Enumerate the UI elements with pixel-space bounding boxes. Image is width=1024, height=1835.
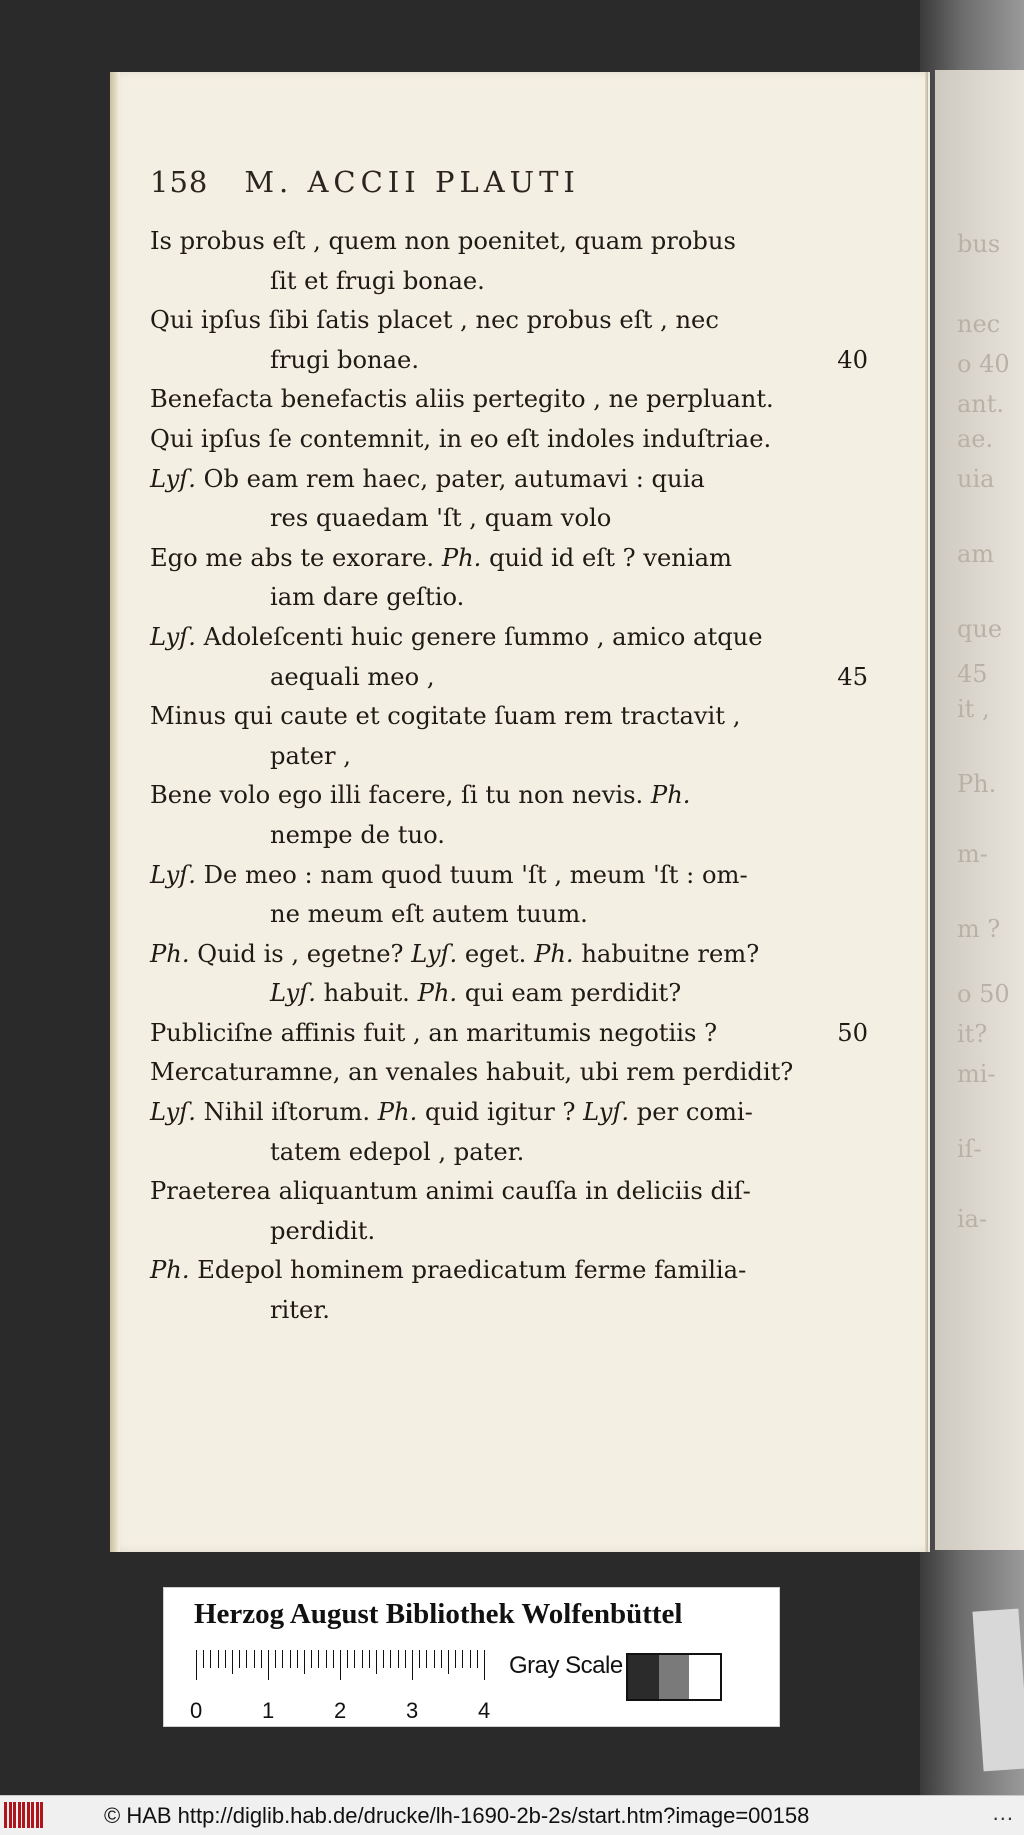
ruler-tick bbox=[441, 1650, 442, 1668]
text-line bbox=[150, 1053, 870, 1093]
ruler-tick bbox=[362, 1650, 363, 1668]
line-text: eget. bbox=[464, 939, 527, 968]
text-line bbox=[150, 1291, 870, 1331]
line-text: habuit. bbox=[323, 979, 410, 1008]
text-line bbox=[150, 658, 870, 698]
line-text: res quaedam 'ſt , quam volo bbox=[270, 504, 612, 533]
ruler-number: 0 bbox=[190, 1698, 203, 1723]
bleed-through-text: m- bbox=[957, 840, 988, 868]
gray-swatch bbox=[628, 1655, 659, 1699]
line-text: Praeterea aliquantum animi cauſſa in deliciis diſ- bbox=[150, 1177, 751, 1206]
ruler-tick bbox=[225, 1650, 226, 1668]
hab-logo-icon[interactable] bbox=[4, 1802, 44, 1828]
bleed-through-text: mi- bbox=[957, 1060, 996, 1088]
line-text: quid igitur ? bbox=[424, 1098, 576, 1127]
speaker-abbrev: Ph. bbox=[150, 939, 190, 968]
speaker-abbrev: Lyſ. bbox=[150, 860, 196, 889]
bleed-through-text: iſ- bbox=[957, 1135, 982, 1163]
text-line bbox=[150, 460, 870, 500]
text-line bbox=[150, 222, 870, 262]
copyright-url[interactable]: © HAB http://diglib.hab.de/drucke/lh-1690-2b-2s/start.htm?image=00158 bbox=[104, 1803, 810, 1828]
line-text: Quid is , egetne? bbox=[197, 939, 404, 968]
running-title: M. ACCII PLAUTI bbox=[244, 165, 580, 199]
line-text: Bene volo ego illi facere, ſi tu non nevis. bbox=[150, 781, 644, 810]
ruler-tick bbox=[304, 1650, 305, 1674]
ruler-tick bbox=[340, 1650, 341, 1680]
ruler-tick bbox=[347, 1650, 348, 1668]
ruler-tick bbox=[297, 1650, 298, 1668]
speaker-abbrev: Lyſ. bbox=[150, 464, 196, 493]
line-text: qui eam perdidit? bbox=[464, 979, 682, 1008]
running-head bbox=[150, 165, 580, 199]
line-text: Ego me abs te exorare. bbox=[150, 543, 435, 572]
line-text: Is probus eſt , quem non poenitet, quam probus bbox=[150, 227, 736, 255]
ruler-tick bbox=[354, 1650, 355, 1668]
line-text: frugi bonae. bbox=[270, 345, 420, 374]
text-line bbox=[150, 539, 870, 579]
ruler-tick bbox=[462, 1650, 463, 1668]
bleed-through-text: o 40 bbox=[957, 350, 1010, 378]
ruler-tick bbox=[369, 1650, 370, 1668]
ruler-tick bbox=[333, 1650, 334, 1668]
ruler-number: 3 bbox=[406, 1698, 419, 1723]
text-line bbox=[150, 1093, 870, 1133]
scale-ruler bbox=[196, 1650, 486, 1680]
speaker-abbrev: Ph. bbox=[534, 939, 574, 968]
bleed-through-text: nec bbox=[957, 310, 1001, 338]
ruler-tick bbox=[210, 1650, 211, 1668]
viewer-footer bbox=[0, 1795, 1024, 1835]
ruler-tick bbox=[311, 1650, 312, 1668]
line-text: Benefacta benefactis aliis pertegito , ne perpluant. bbox=[150, 385, 774, 414]
ruler-tick bbox=[477, 1650, 478, 1668]
page-gutter bbox=[925, 72, 928, 1552]
bleed-through-text: que bbox=[957, 615, 1003, 643]
ruler-tick bbox=[455, 1650, 456, 1668]
speaker-abbrev: Ph. bbox=[441, 543, 482, 572]
line-number: 45 bbox=[837, 662, 868, 691]
library-label bbox=[163, 1587, 780, 1727]
text-line bbox=[150, 420, 870, 460]
text-line bbox=[150, 974, 870, 1014]
line-text: pater , bbox=[270, 741, 351, 770]
line-text: habuitne rem? bbox=[581, 939, 760, 968]
gray-scale-label: Gray Scale bbox=[509, 1652, 623, 1679]
speaker-abbrev: Ph. bbox=[650, 781, 691, 810]
gray-swatch bbox=[659, 1655, 690, 1699]
text-line bbox=[150, 856, 870, 896]
bleed-through-text: Ph. bbox=[957, 770, 997, 798]
speaker-abbrev: Lyſ. bbox=[150, 1098, 196, 1127]
text-line bbox=[150, 380, 870, 420]
ruler-tick bbox=[326, 1650, 327, 1668]
text-line bbox=[150, 895, 870, 935]
line-text: Nihil iſtorum. bbox=[203, 1098, 371, 1127]
text-line bbox=[150, 816, 870, 856]
page-number: 158 bbox=[150, 165, 209, 199]
ruler-tick bbox=[412, 1650, 413, 1680]
speaker-abbrev: Ph. bbox=[377, 1098, 418, 1127]
line-text: riter. bbox=[270, 1296, 330, 1325]
line-text: Minus qui caute et cogitate ſuam rem tractavit , bbox=[150, 702, 741, 731]
ruler-tick bbox=[484, 1650, 485, 1680]
line-text: perdidit. bbox=[270, 1216, 376, 1245]
ruler-tick bbox=[383, 1650, 384, 1668]
ruler-tick bbox=[196, 1650, 197, 1680]
verse-text bbox=[150, 222, 870, 1331]
bleed-through-text: 45 bbox=[957, 660, 988, 688]
ruler-number: 1 bbox=[262, 1698, 275, 1723]
speaker-abbrev: Lyſ. bbox=[270, 979, 316, 1008]
speaker-abbrev: Ph. bbox=[150, 1256, 190, 1285]
ruler-tick bbox=[390, 1650, 391, 1668]
ruler-number: 2 bbox=[334, 1698, 347, 1723]
text-line bbox=[150, 578, 870, 618]
ruler-tick bbox=[246, 1650, 247, 1668]
ruler-tick bbox=[268, 1650, 269, 1680]
bleed-through-text: it , bbox=[957, 695, 990, 723]
line-text: De meo : nam quod tuum 'ſt , meum 'ſt : om- bbox=[203, 860, 748, 889]
ruler-tick bbox=[426, 1650, 427, 1668]
text-line bbox=[150, 301, 870, 341]
ruler-tick bbox=[254, 1650, 255, 1668]
line-text: per comi- bbox=[636, 1098, 753, 1127]
ruler-tick bbox=[218, 1650, 219, 1668]
bleed-through-text: ia- bbox=[957, 1205, 988, 1233]
text-line bbox=[150, 1014, 870, 1054]
bleed-through-text: uia bbox=[957, 465, 995, 493]
adjacent-page-edge bbox=[935, 70, 1024, 1550]
speaker-abbrev: Lyſ. bbox=[411, 939, 458, 968]
line-text: ne meum eſt autem tuum. bbox=[270, 900, 588, 929]
ruler-tick bbox=[405, 1650, 406, 1668]
line-text: ſit et frugi bonae. bbox=[270, 266, 485, 295]
ruler-tick bbox=[318, 1650, 319, 1668]
line-text: Qui ipſus ſibi ſatis placet , nec probus eſt , nec bbox=[150, 306, 719, 335]
line-text: Edepol hominem praedicatum ferme familia- bbox=[197, 1256, 747, 1285]
text-line bbox=[150, 1172, 870, 1212]
ruler-tick bbox=[376, 1650, 377, 1674]
text-line bbox=[150, 935, 870, 975]
bleed-through-text: m ? bbox=[957, 915, 1001, 943]
ruler-tick bbox=[398, 1650, 399, 1668]
text-line bbox=[150, 1133, 870, 1173]
line-text: aequali meo , bbox=[270, 662, 435, 691]
ruler-tick bbox=[275, 1650, 276, 1668]
ruler-tick bbox=[232, 1650, 233, 1674]
text-line bbox=[150, 262, 870, 302]
text-line bbox=[150, 737, 870, 777]
text-line bbox=[150, 776, 870, 816]
ruler-tick bbox=[434, 1650, 435, 1668]
line-text: iam dare geſtio. bbox=[270, 583, 465, 612]
line-text: quid id eſt ? veniam bbox=[489, 543, 732, 572]
line-text: Qui ipſus ſe contemnit, in eo eſt indoles induſtriae. bbox=[150, 424, 772, 453]
text-line bbox=[150, 697, 870, 737]
bleed-through-text: o 50 bbox=[957, 980, 1010, 1008]
line-text: Mercaturamne, an venales habuit, ubi rem perdidit? bbox=[150, 1058, 794, 1087]
gray-scale-swatches bbox=[626, 1653, 722, 1701]
speaker-abbrev: Lyſ. bbox=[583, 1098, 630, 1127]
bleed-through-text: ant. bbox=[957, 390, 1005, 418]
text-line bbox=[150, 499, 870, 539]
ruler-tick bbox=[239, 1650, 240, 1668]
text-line bbox=[150, 341, 870, 381]
more-options-icon[interactable]: ... bbox=[992, 1800, 1014, 1825]
ruler-tick bbox=[448, 1650, 449, 1674]
line-text: Ob eam rem haec, pater, autumavi : quia bbox=[203, 464, 705, 493]
speaker-abbrev: Lyſ. bbox=[150, 622, 196, 651]
line-number: 40 bbox=[837, 345, 868, 374]
text-line bbox=[150, 618, 870, 658]
ruler-tick bbox=[282, 1650, 283, 1668]
line-text: Adoleſcenti huic genere ſummo , amico atque bbox=[203, 622, 763, 651]
line-number: 50 bbox=[837, 1018, 868, 1047]
text-line bbox=[150, 1212, 870, 1252]
speaker-abbrev: Ph. bbox=[417, 979, 458, 1008]
ruler-tick bbox=[261, 1650, 262, 1668]
ruler-number: 4 bbox=[478, 1698, 491, 1723]
line-text: Publiciſne affinis fuit , an maritumis negotiis ? bbox=[150, 1018, 718, 1047]
line-text: tatem edepol , pater. bbox=[270, 1137, 525, 1166]
ruler-tick bbox=[290, 1650, 291, 1668]
text-line bbox=[150, 1251, 870, 1291]
bleed-through-text: bus bbox=[957, 230, 1001, 258]
ruler-tick bbox=[470, 1650, 471, 1668]
ruler-tick bbox=[203, 1650, 204, 1668]
bleed-through-text: ae. bbox=[957, 425, 994, 453]
library-name: Herzog August Bibliothek Wolfenbüttel bbox=[194, 1598, 683, 1630]
bleed-through-text: it? bbox=[957, 1020, 988, 1048]
bleed-through-text: am bbox=[957, 540, 995, 568]
line-text: nempe de tuo. bbox=[270, 820, 445, 849]
gray-swatch bbox=[689, 1655, 720, 1699]
ruler-tick bbox=[419, 1650, 420, 1668]
